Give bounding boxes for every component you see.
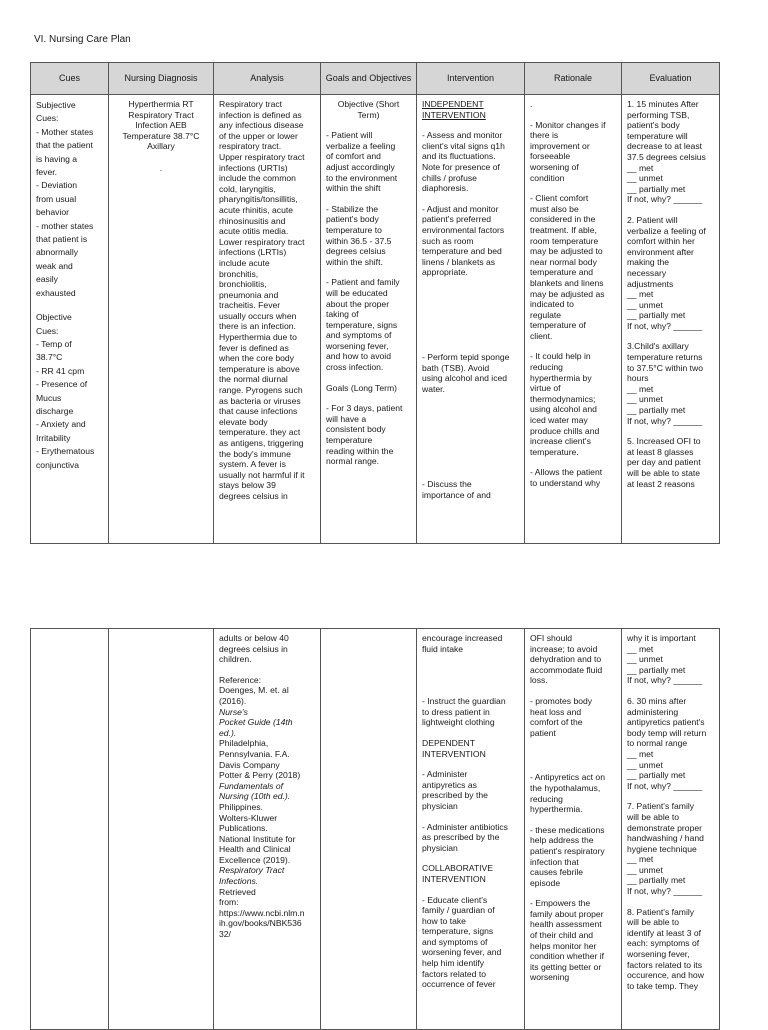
reference-title: Fundamentals of Nursing (10th ed.). bbox=[219, 780, 291, 802]
intervention-item: - Perform tepid sponge bath (TSB). Avoid using alcohol and iced water. bbox=[422, 351, 510, 394]
analysis-cell bbox=[214, 629, 321, 1030]
rationale-item: - Client comfort must also be considered in the treatment. If able, room temperature may be adjusted to near normal body temperature and blankets and linens may be adjusted as indicated to regulate temperature of client. bbox=[530, 193, 605, 341]
rationale-item: - these medications help address the patient's respiratory infection that causes febrile episode bbox=[530, 824, 605, 888]
evaluation-item: 8. Patient's family will be able to identify at least 3 of each: symptoms of worsening fever, factors related to its occurence, and how to take temp. They bbox=[627, 906, 704, 991]
goal-item: - For 3 days, patient will have a consistent body temperature reading within the normal range. bbox=[326, 403, 403, 467]
reference-label: Reference: bbox=[219, 674, 262, 685]
reference-text: Doenges, M. et. al (2016). bbox=[219, 685, 289, 706]
rationale-item: - Empowers the family about proper health assessment of their child and helps monitor her condition whether if its getting better or worsening bbox=[530, 898, 605, 983]
intervention-cell bbox=[417, 629, 525, 1030]
page-title: VI. Nursing Care Plan bbox=[34, 34, 131, 45]
analysis-text: Respiratory tract infection is defined as any infectious disease of the upper or lower respiratory tract. Upper respiratory tract infections (URTIs) include the common cold, laryngitis, pharyngitis/tonsillitis, acute rhinitis, acute rhinosinusitis and acute otitis media. Lower respiratory tract infections (LRTIs) include acute bronchitis, bronchiolitis, pneumonia and tracheitis. Fever usually occurs when there is an infection. Hyperthermia due to fever is defined as when the core body temperature is above the normal diurnal range. Pyrogens such as bacteria or viruses that cause infections elevate body temperature. they act as antigens, triggering the body's immune system. A fever is usually not harmful if it stays below 39 degrees celsius in bbox=[219, 99, 305, 501]
reference-title: Respiratory Tract Infections. bbox=[219, 865, 285, 887]
intervention-item: - Adjust and monitor patient's preferred environmental factors such as room temperature and bed linens / blankets as appropriate. bbox=[422, 203, 505, 278]
long-term-heading: Goals (Long Term) bbox=[326, 382, 398, 393]
rationale-item: - promotes body heat loss and comfort of the patient bbox=[530, 695, 593, 738]
goal-item: - Stabilize the patient's body temperature to within 36.5 - 37.5 degrees celsius within the shift. bbox=[326, 203, 392, 267]
reference-text: Philippines. Wolters-Kluwer Publications. National Institute for Health and Clinical Excellence (2019). bbox=[219, 801, 296, 865]
reference-title: Nurse's Pocket Guide (14th ed.). bbox=[219, 706, 293, 738]
nursing-diagnosis-text: Hyperthermia RT Respiratory Tract Infection AEB Temperature 38.7°C Axillary . bbox=[122, 99, 200, 173]
care-plan-table-page-2 bbox=[30, 628, 720, 1030]
rationale-item: - Allows the patient to understand why bbox=[530, 467, 603, 488]
goals-cell bbox=[321, 95, 417, 544]
rationale-item: - Antipyretics act on the hypothalamus, reducing hyperthermia. bbox=[530, 772, 605, 815]
diagnosis-cell bbox=[109, 95, 214, 544]
evaluation-item: 2. Patient will verbalize a feeling of comfort within her environment after making the necessary adjustments __ met __ unmet __ partially met If not, why? ______ bbox=[627, 214, 706, 331]
rationale-dot: . bbox=[530, 99, 533, 109]
evaluation-item: 6. 30 mins after administering antipyretics patient's body temp will return to normal range __ met __ unmet __ partially met If not, why? ______ bbox=[627, 695, 707, 791]
rationale-cell bbox=[525, 95, 622, 544]
evaluation-item: 7. Patient's family will be able to demonstrate proper handwashing / hand hygiene technique __ met __ unmet __ partially met If not, why? ______ bbox=[627, 801, 704, 897]
intervention-item: - Educate client's family / guardian of how to take temperature, signs and symptoms of worsening fever, and help him identify factors related to occurrence of fever bbox=[422, 894, 502, 990]
intervention-item: encourage increased fluid intake bbox=[422, 633, 503, 654]
evaluation-item: 5. Increased OFI to at least 8 glasses per day and patient will be able to state at least 2 reasons bbox=[627, 436, 701, 489]
evaluation-item: 3.Child's axillary temperature returns to 37.5°C within two hours __ met __ unmet __ partially met If not, why? ______ bbox=[627, 341, 704, 426]
intervention-item: - Discuss the importance of and bbox=[422, 479, 491, 500]
reference-text: Retrieved from: https://www.ncbi.nlm.n ih.gov/books/NBK536 32/ bbox=[219, 886, 305, 940]
diagnosis-cell bbox=[109, 629, 214, 1030]
intervention-item: - Assess and monitor client's vital signs q1h and its fluctuations. Note for presence of chills / profuse diaphoresis. bbox=[422, 130, 505, 194]
cues-cell bbox=[31, 629, 109, 1030]
rationale-item: - Monitor changes if there is improvement or forseeable worsening of condition bbox=[530, 119, 606, 183]
analysis-cell bbox=[214, 95, 321, 544]
care-plan-table-page-1 bbox=[30, 62, 720, 544]
short-term-heading: Objective (Short Term) bbox=[337, 99, 400, 120]
collaborative-intervention-heading: COLLABORATIVE INTERVENTION bbox=[422, 863, 493, 884]
rationale-item: - It could help in reducing hyperthermia by virtue of thermodynamics; using alcohol and iced water may produce chills and increase client's temperature. bbox=[530, 351, 600, 457]
subjective-cues: Subjective Cues: - Mother states that the patient is having a fever. - Deviation from usual behavior - mother states that patient is abnormally weak and easily exhausted bbox=[36, 100, 94, 298]
goals-cell bbox=[321, 629, 417, 1030]
header-nursing-diagnosis: Nursing Diagnosis bbox=[109, 63, 214, 95]
evaluation-item: why it is important __ met __ unmet __ partially met If not, why? ______ bbox=[627, 633, 703, 686]
evaluation-cell bbox=[622, 629, 720, 1030]
dependent-intervention-heading: DEPENDENT INTERVENTION bbox=[422, 737, 486, 759]
goal-item: - Patient will verbalize a feeling of comfort and adjust accordingly to the environment within the shift bbox=[326, 130, 398, 194]
header-rationale: Rationale bbox=[525, 63, 622, 95]
analysis-text: adults or below 40 degrees celsius in children. bbox=[219, 633, 289, 665]
intervention-cell bbox=[417, 95, 525, 544]
header-goals: Goals and Objectives bbox=[321, 63, 417, 95]
independent-intervention-heading: INDEPENDENT INTERVENTION bbox=[422, 99, 486, 120]
evaluation-cell bbox=[622, 95, 720, 544]
rationale-item: OFI should increase; to avoid dehydration and to accommodate fluid loss. bbox=[530, 633, 603, 686]
intervention-item: - Administer antipyretics as prescribed by the physician bbox=[422, 769, 488, 811]
header-analysis: Analysis bbox=[214, 63, 321, 95]
cues-cell bbox=[31, 95, 109, 544]
intervention-item: - Instruct the guardian to dress patient in lightweight clothing bbox=[422, 696, 506, 728]
header-cues: Cues bbox=[31, 63, 109, 95]
reference-text: Philadelphia, Pennsylvania. F.A. Davis Company Potter & Perry (2018) bbox=[219, 738, 301, 781]
goal-item: - Patient and family will be educated about the proper taking of temperature, signs and symptoms of worsening fever, and how to avoid cross infection. bbox=[326, 277, 400, 373]
header-intervention: Intervention bbox=[417, 63, 525, 95]
objective-cues: Objective Cues: - Temp of 38.7°C - RR 41 cpm - Presence of Mucus discharge - Anxiety and Irritability - Erythematous conjunctiva bbox=[36, 312, 95, 470]
rationale-cell bbox=[525, 629, 622, 1030]
evaluation-item: 1. 15 minutes After performing TSB, patient's body temperature will decrease to at least 37.5 degrees celsius __ met __ unmet __ partially met If not, why? ______ bbox=[627, 99, 706, 205]
header-evaluation: Evaluation bbox=[622, 63, 720, 95]
intervention-item: - Administer antibiotics as prescribed by the physician bbox=[422, 821, 508, 853]
